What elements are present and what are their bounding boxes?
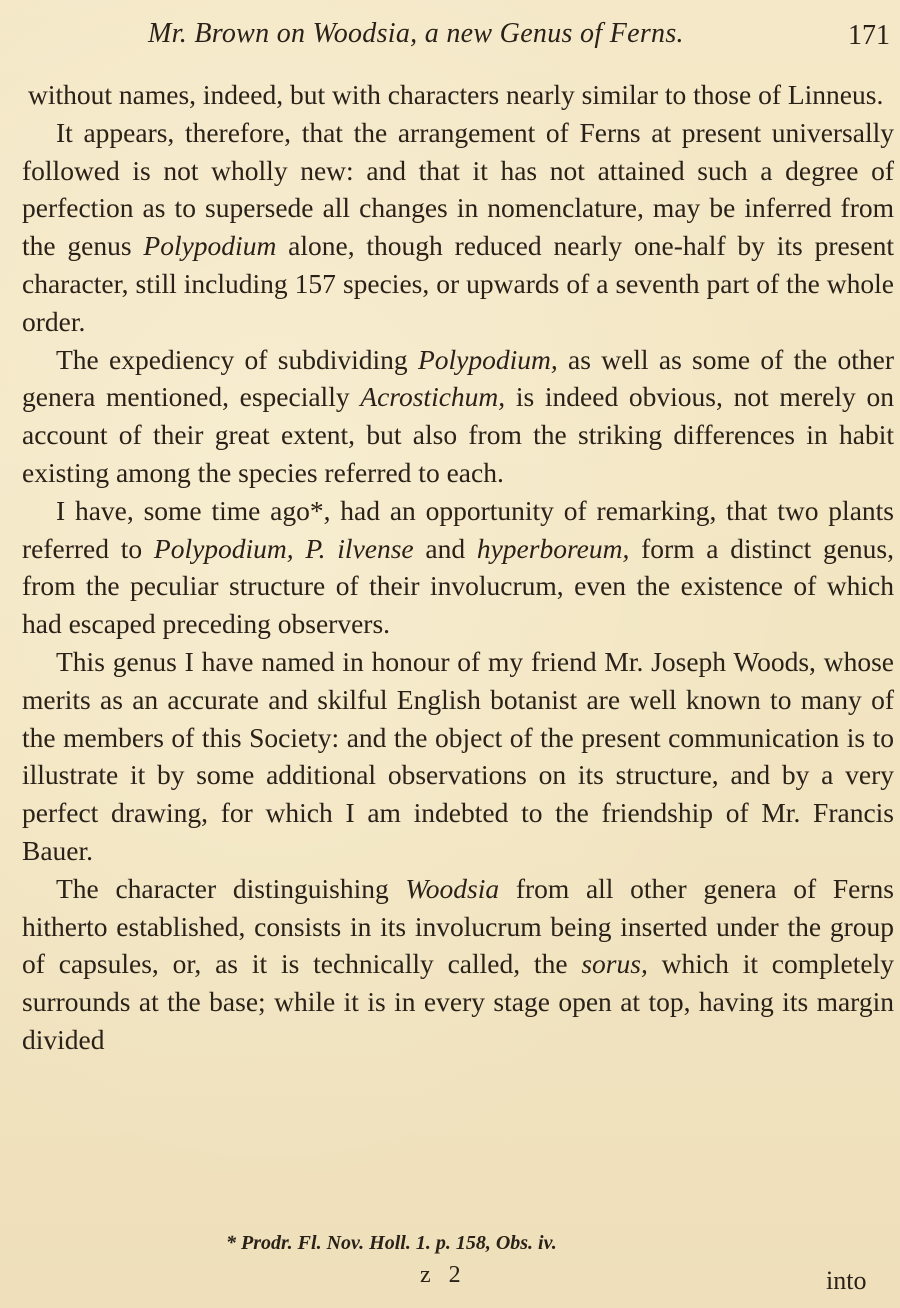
text-segment: The character distinguishing bbox=[56, 872, 406, 904]
catchword: into bbox=[826, 1266, 867, 1295]
paragraph bbox=[22, 76, 894, 114]
text-segment: from all other genera of Ferns hitherto established, consists in its involucrum being inserted under the group of capsules, or, as it is technically called, the bbox=[22, 872, 894, 980]
page-header bbox=[0, 14, 900, 58]
italic-segment: Acrostichum, bbox=[360, 381, 506, 413]
italic-segment: Polypodium, P. ilvense bbox=[153, 532, 414, 564]
footnote: * Prodr. Fl. Nov. Holl. 1. p. 158, Obs. iv. bbox=[226, 1232, 557, 1254]
paragraph bbox=[22, 114, 894, 341]
text-segment: and bbox=[413, 532, 477, 564]
running-title: Mr. Brown on Woodsia, a new Genus of Ferns. bbox=[148, 18, 684, 49]
text-segment: is indeed obvious, not merely on account of their great extent, but also from the striking differences in habit existing among the species referred to each. bbox=[22, 381, 894, 488]
italic-segment: Polypodium, bbox=[417, 343, 558, 375]
text-segment: It appears, therefore, that the arrangement of Ferns at present universally followed is not wholly new: and that it has not attained such a degree of perfection as to supersede all changes in nomenclature, may be inferred from the genus bbox=[22, 116, 894, 262]
signature-mark: z 2 bbox=[420, 1262, 467, 1288]
text-segment: without names, indeed, but with characters nearly similar to those of Linneus. bbox=[28, 79, 884, 110]
text-segment: I have, some time ago*, had an opportunity of remarking, that two plants referred to bbox=[22, 494, 894, 564]
paragraph bbox=[22, 643, 894, 870]
paragraph bbox=[22, 492, 894, 643]
italic-segment: Woodsia bbox=[405, 872, 500, 904]
italic-segment: Polypodium bbox=[143, 230, 277, 262]
italic-segment: sorus, bbox=[581, 948, 648, 980]
text-segment: This genus I have named in honour of my friend Mr. Joseph Woods, whose merits as an accurate and skilful English botanist are well known to many of the members of this Society: and the object of the present communication is to illustrate it by some additional observations on its structure, and by a very perfect drawing, for which I am indebted to the friendship of Mr. Francis Bauer. bbox=[22, 645, 894, 866]
body-text bbox=[22, 76, 894, 1059]
page-number: 171 bbox=[848, 20, 890, 51]
text-segment: which it completely surrounds at the base; while it is in every stage open at top, having its margin divided bbox=[22, 948, 894, 1055]
text-segment: form a distinct genus, from the peculiar structure of their involucrum, even the existence of which had escaped preceding observers. bbox=[22, 532, 894, 640]
italic-segment: hyperboreum, bbox=[476, 532, 630, 564]
paragraph bbox=[22, 341, 894, 492]
text-segment: as well as some of the other genera mentioned, especially bbox=[22, 343, 895, 413]
paragraph bbox=[22, 870, 894, 1059]
text-segment: The expediency of subdividing bbox=[56, 343, 418, 375]
text-segment: alone, though reduced nearly one-half by its present character, still including 157 species, or upwards of a seventh part of the whole order. bbox=[22, 230, 894, 337]
